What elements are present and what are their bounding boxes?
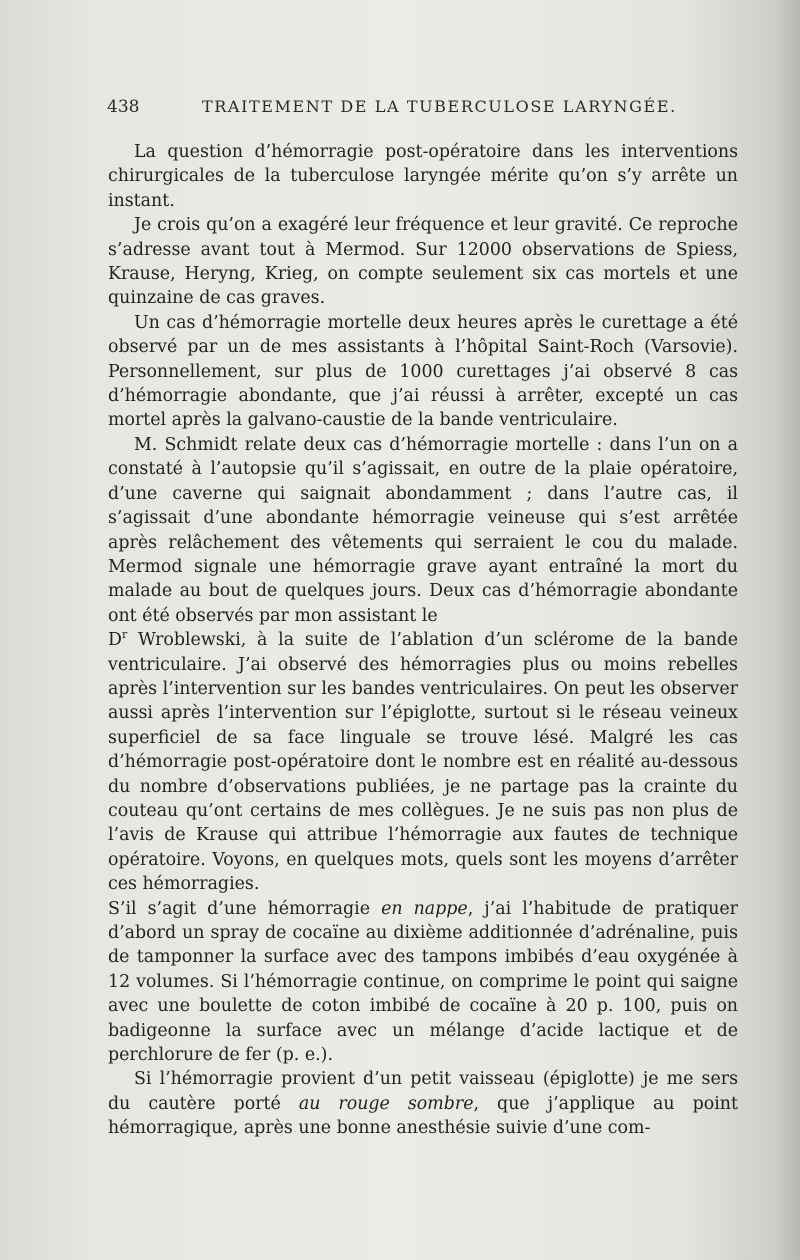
paragraph-5-text-a: S’il s’agit d’une hémorragie <box>108 898 382 919</box>
paragraph-6 <box>108 1067 738 1140</box>
paragraph-3: Un cas d’hémorragie mortelle deux heures après le curettage a été observé par un de mes assistants à l’hôpital Saint-Roch (Varsovie). Personnellement, sur plus de 1000 curettages j’ai observé 8 cas d’hémorragie abondante, que j’ai réussi à arrêter, excepté un cas mortel après la galvano-caustie de la bande ventriculaire. <box>108 312 738 431</box>
italic-au-rouge-sombre: au rouge sombre <box>298 1093 474 1114</box>
paragraph-4-continued <box>108 628 738 896</box>
paragraph-5 <box>108 897 738 1068</box>
body-text <box>108 140 738 1141</box>
running-head: TRAITEMENT DE LA TUBERCULOSE LARYNGÉE. <box>202 97 677 116</box>
doctor-abbrev: D <box>108 630 122 651</box>
page-number: 438 <box>107 97 140 117</box>
page-header <box>107 97 747 121</box>
paragraph-6-text-a: Si l’hémorragie provient d’un petit vaisseau (épiglotte) je me sers du cautère porté <box>108 1069 738 1114</box>
paragraph-6-text-b: , que j’applique au point hémorragique, après une bonne anesthésie suivie d’une com- <box>108 1093 739 1139</box>
paragraph-4-rest: Wroblewski, à la suite de l’ablation d’un sclérome de la bande ventriculaire. J’ai observé des hémorragies plus ou moins rebelles après l’intervention sur les bandes ventriculaires. On peut les observer aussi après l’intervention sur l’épiglotte, surtout si le réseau veineux superficiel de sa face linguale se trouve lésé. Malgré les cas d’hémorragie post-opératoire dont le nombre est en réalité au-dessous du nombre d’observations publiées, je ne partage pas la crainte du couteau qu’ont certains de mes collègues. Je ne suis pas non plus de l’avis de Krause qui attribue l’hémorragie aux fautes de technique opératoire. Voyons, en quelques mots, quels sont les moyens d’arrêter ces hémorragies. <box>108 630 738 895</box>
italic-en-nappe: en nappe <box>381 898 468 919</box>
paragraph-2: Je crois qu’on a exagéré leur fréquence et leur gravité. Ce reproche s’adresse avant tout à Mermod. Sur 12000 observations de Spiess, Krause, Heryng, Krieg, on compte seulement six cas mortels et une quinzaine de cas graves. <box>108 215 738 309</box>
paragraph-4: M. Schmidt relate deux cas d’hémorragie mortelle : dans l’un on a constaté à l’autopsie qu’il s’agissait, en outre de la plaie opératoire, d’une caverne qui saignait abondamment ; dans l’autre cas, il s’agissait d’une abondante hémorragie veineuse qui s’est arrêtée après relâchement des vêtements qui serraient le cou du malade. Mermod signale une hémorragie grave ayant entraîné la mort du malade au bout de quelques jours. Deux cas d’hémorragie abondante ont été observés par mon assistant le <box>108 434 738 626</box>
paragraph-1: La question d’hémorragie post-opératoire dans les interventions chirurgicales de la tuberculose laryngée mérite qu’on s’y arrête un instant. <box>108 142 738 211</box>
doctor-abbrev-sup: r <box>121 628 128 642</box>
paragraph-5-text-b: , j’ai l’habitude de pratiquer d’abord un spray de cocaïne au dixième additionnée d’adrénaline, puis de tamponner la surface avec des tampons imbibés d’eau oxygénée à 12 volumes. Si l’hémorragie continue, on comprime le point qui saigne avec une boulette de coton imbibé de cocaïne à 20 p. 100, puis on badigeonne la surface avec un mélange d’acide lactique et de perchlorure de fer (p. e.). <box>108 898 738 1066</box>
